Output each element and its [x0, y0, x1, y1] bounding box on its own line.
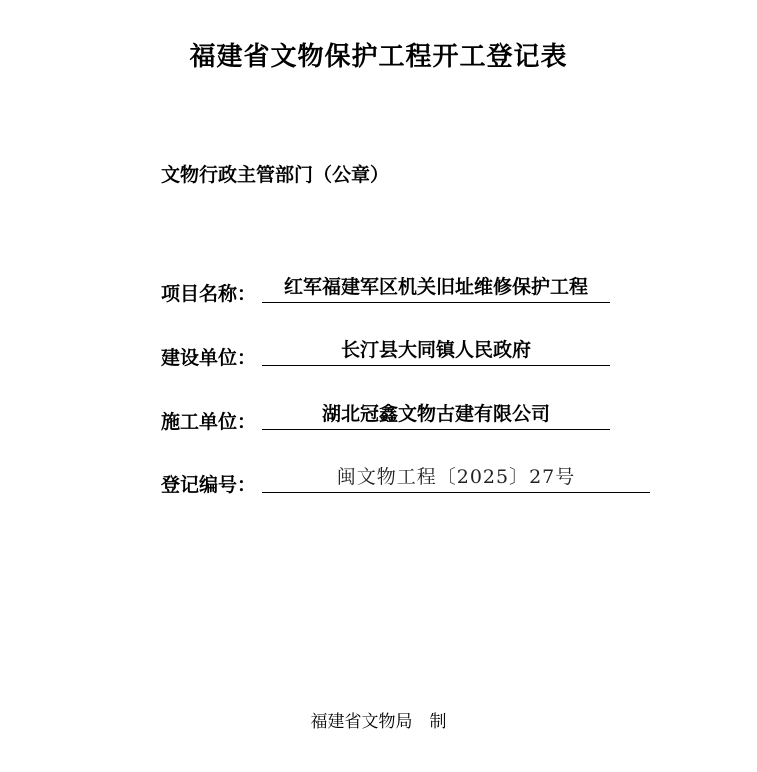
registration-number-value: 闽文物工程〔2025〕27号	[262, 464, 650, 493]
issuer-footer: 福建省文物局 制	[310, 712, 447, 732]
construction-unit-label: 施工单位：	[161, 411, 257, 433]
builder-unit-value: 长汀县大同镇人民政府	[262, 337, 610, 366]
form-title: 福建省文物保护工程开工登记表	[189, 42, 568, 72]
project-name-value: 红军福建军区机关旧址维修保护工程	[262, 274, 610, 303]
registration-number-label: 登记编号：	[161, 474, 257, 496]
project-name-label: 项目名称：	[161, 283, 257, 305]
builder-unit-label: 建设单位：	[161, 347, 257, 369]
authority-seal-label: 文物行政主管部门（公章）	[161, 164, 390, 186]
construction-unit-value: 湖北冠鑫文物古建有限公司	[262, 401, 610, 430]
